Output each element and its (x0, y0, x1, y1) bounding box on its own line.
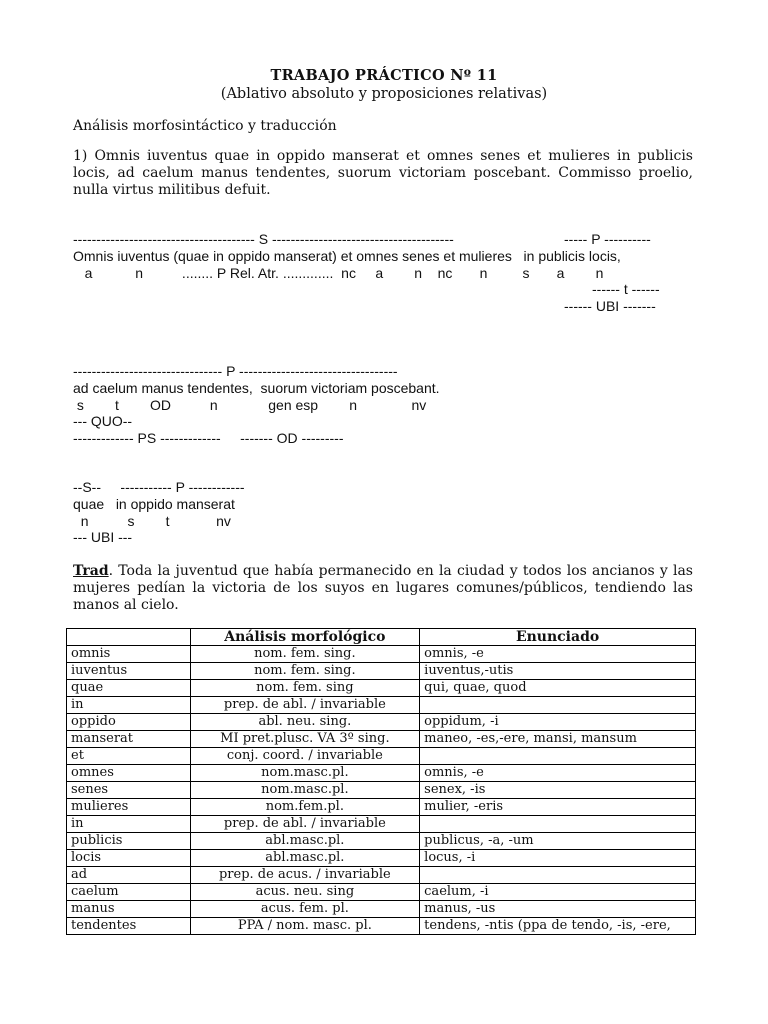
cell-morphology: prep. de abl. / invariable (190, 816, 420, 833)
table-row (67, 867, 696, 884)
cell-morphology: prep. de acus. / invariable (190, 867, 420, 884)
cell-word: iuventus (67, 663, 191, 680)
cell-morphology: nom. fem. sing. (190, 663, 420, 680)
analysis1-labels: a n ........ P Rel. Atr. ............. nc a n nc n s a n (73, 265, 604, 281)
cell-morphology: acus. neu. sing (190, 884, 420, 901)
table-row (67, 850, 696, 867)
cell-word: quae (67, 680, 191, 697)
table-header-word (67, 629, 191, 646)
table-header-morphology: Análisis morfológico (190, 629, 420, 646)
cell-word: in (67, 697, 191, 714)
table-row (67, 646, 696, 663)
cell-enunciado: oppidum, -i (420, 714, 696, 731)
translation-text: . Toda la juventud que había permanecido en la ciudad y todos los ancianos y las mujeres pedían la victoria de los suyos en lugares comunes/públicos, tendiendo las manos al cielo. (73, 563, 693, 613)
cell-enunciado (420, 867, 696, 884)
cell-enunciado: tendens, -ntis (ppa de tendo, -is, -ere, (420, 918, 696, 935)
page-title: TRABAJO PRÁCTICO Nº 11 (270, 67, 498, 84)
cell-enunciado (420, 748, 696, 765)
cell-enunciado: manus, -us (420, 901, 696, 918)
cell-word: oppido (67, 714, 191, 731)
table-row (67, 765, 696, 782)
cell-enunciado (420, 697, 696, 714)
table-row (67, 833, 696, 850)
analysis2-labels: s t OD n gen esp n nv (73, 397, 427, 413)
cell-morphology: nom. fem. sing (190, 680, 420, 697)
table-body (67, 646, 696, 935)
analysis1-bracket-s: --------------------------------------- S --------------------------------------- (73, 231, 454, 247)
cell-morphology: abl. neu. sing. (190, 714, 420, 731)
cell-enunciado: senex, -is (420, 782, 696, 799)
table-row (67, 918, 696, 935)
cell-morphology: nom. fem. sing. (190, 646, 420, 663)
cell-morphology: abl.masc.pl. (190, 850, 420, 867)
cell-word: manserat (67, 731, 191, 748)
table-header-row (67, 629, 696, 646)
cell-word: senes (67, 782, 191, 799)
table-row (67, 680, 696, 697)
cell-morphology: nom.masc.pl. (190, 765, 420, 782)
cell-word: locis (67, 850, 191, 867)
analysis3-bracket: --S-- ----------- P ------------ (73, 479, 245, 495)
analysis1-bracket-ubi: ------ UBI ------- (564, 298, 656, 314)
cell-enunciado: qui, quae, quod (420, 680, 696, 697)
cell-morphology: abl.masc.pl. (190, 833, 420, 850)
cell-morphology: conj. coord. / invariable (190, 748, 420, 765)
analysis2-sentence: ad caelum manus tendentes, suorum victoriam poscebant. (73, 380, 440, 396)
table-row (67, 884, 696, 901)
table-row (67, 799, 696, 816)
cell-morphology: nom.masc.pl. (190, 782, 420, 799)
page-subtitle: (Ablativo absoluto y proposiciones relativas) (220, 86, 548, 102)
table-row (67, 782, 696, 799)
cell-morphology: acus. fem. pl. (190, 901, 420, 918)
translation-label: Trad (73, 563, 109, 579)
cell-word: omnis (67, 646, 191, 663)
analysis1-bracket-p: ----- P ---------- (564, 231, 651, 247)
cell-enunciado: publicus, -a, -um (420, 833, 696, 850)
cell-enunciado: mulier, -eris (420, 799, 696, 816)
table-header-enunciado: Enunciado (420, 629, 696, 646)
cell-word: manus (67, 901, 191, 918)
cell-word: mulieres (67, 799, 191, 816)
cell-word: caelum (67, 884, 191, 901)
analysis1-sentence: Omnis iuventus (quae in oppido manserat) et omnes senes et mulieres in publicis locis, (73, 248, 621, 264)
table-row (67, 731, 696, 748)
table-row (67, 901, 696, 918)
cell-word: et (67, 748, 191, 765)
cell-enunciado: locus, -i (420, 850, 696, 867)
cell-enunciado: iuventus,-utis (420, 663, 696, 680)
cell-enunciado (420, 816, 696, 833)
cell-word: omnes (67, 765, 191, 782)
cell-enunciado: omnis, -e (420, 646, 696, 663)
cell-morphology: prep. de abl. / invariable (190, 697, 420, 714)
table-row (67, 714, 696, 731)
cell-word: publicis (67, 833, 191, 850)
section-heading: Análisis morfosintáctico y traducción (73, 118, 337, 134)
analysis1-bracket-t: ------ t ------ (592, 281, 660, 297)
morphology-table (66, 628, 696, 935)
table-row (67, 748, 696, 765)
analysis2-bracket-p: -------------------------------- P ---------------------------------- (73, 363, 398, 379)
analysis2-bracket-quo: --- QUO-- (73, 413, 133, 429)
table-row (67, 697, 696, 714)
analysis3-sentence: quae in oppido manserat (73, 496, 235, 512)
exercise-text: 1) Omnis iuventus quae in oppido manserat et omnes senes et mulieres in publicis locis, ad caelum manus tendentes, suorum victoriam poscebant. Commisso proelio, nulla virtus militibus defuit. (73, 148, 693, 198)
cell-morphology: MI pret.plusc. VA 3º sing. (190, 731, 420, 748)
table-row (67, 663, 696, 680)
cell-morphology: nom.fem.pl. (190, 799, 420, 816)
cell-enunciado: caelum, -i (420, 884, 696, 901)
analysis2-bracket-ps-od: ------------- PS ------------- ------- OD --------- (73, 430, 344, 446)
cell-word: tendentes (67, 918, 191, 935)
cell-enunciado: omnis, -e (420, 765, 696, 782)
analysis3-bracket-ubi: --- UBI --- (73, 529, 133, 545)
cell-enunciado: maneo, -es,-ere, mansi, mansum (420, 731, 696, 748)
table-row (67, 816, 696, 833)
analysis3-labels: n s t nv (73, 513, 231, 529)
translation-paragraph (73, 563, 693, 614)
cell-word: in (67, 816, 191, 833)
cell-morphology: PPA / nom. masc. pl. (190, 918, 420, 935)
cell-word: ad (67, 867, 191, 884)
